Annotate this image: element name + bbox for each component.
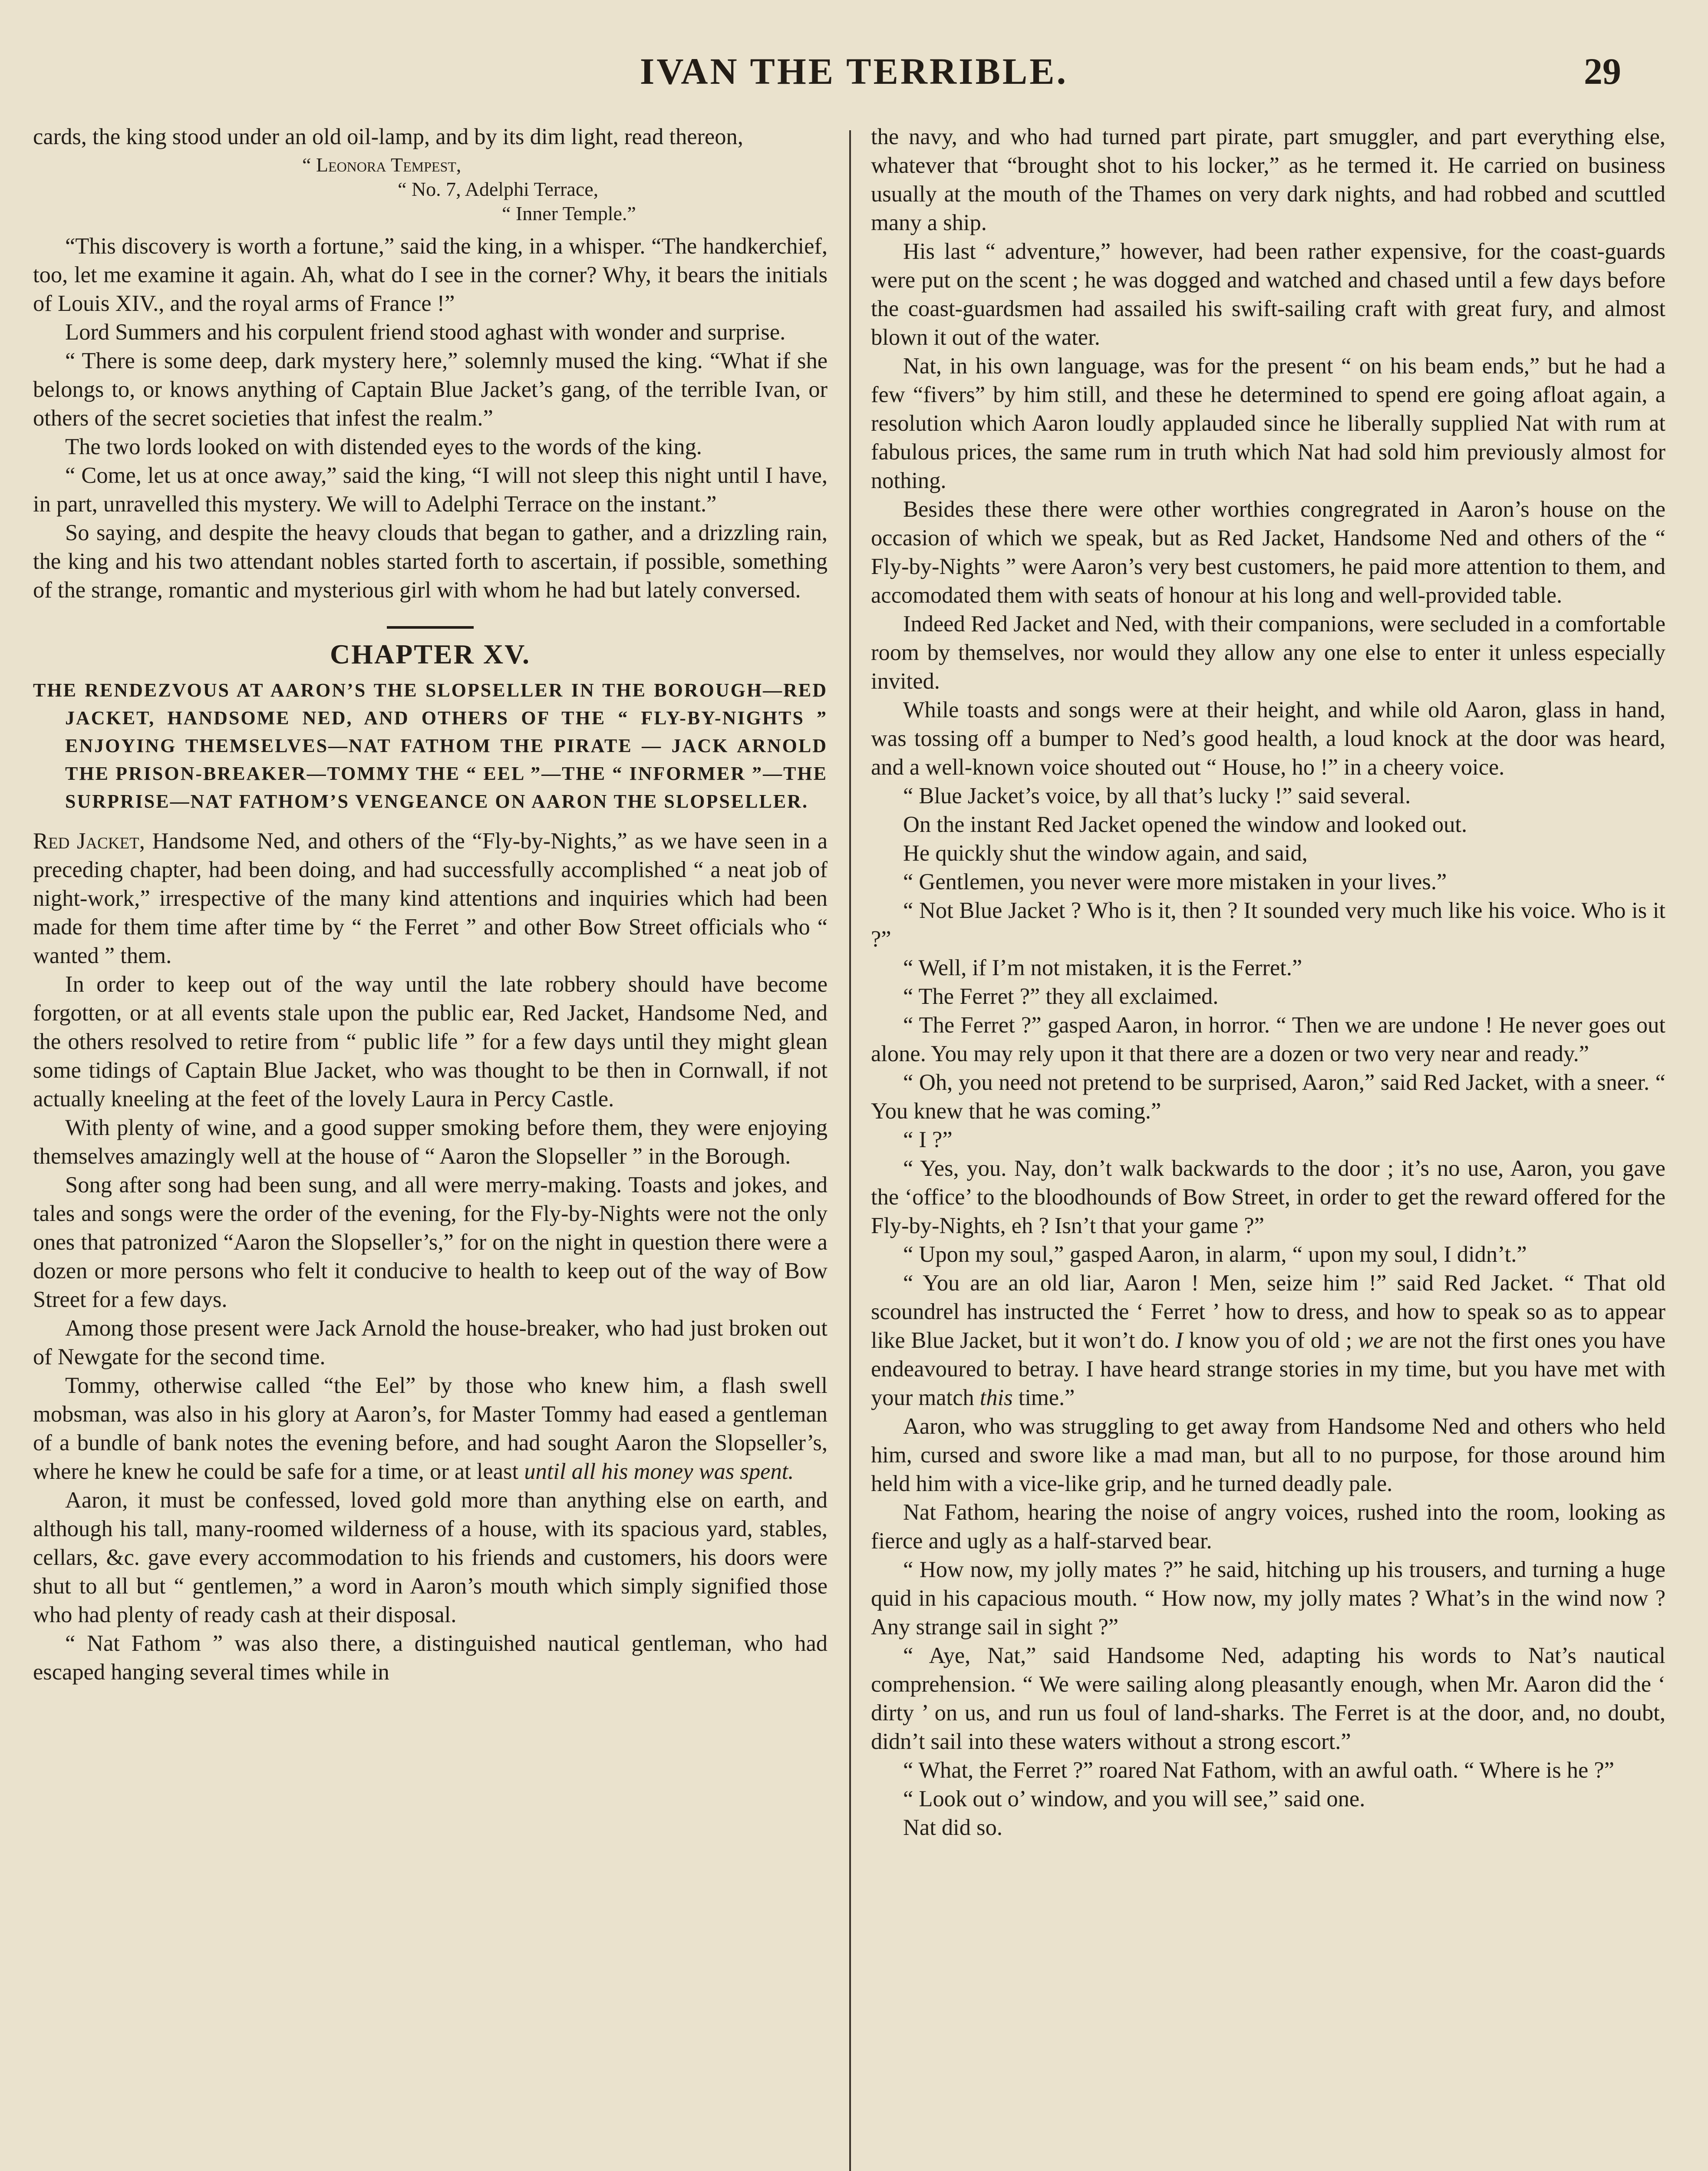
paragraph: Besides these there were other worthies congregrated in Aaron’s house on the occasion of which we speak, but as Red Jacket, Handsome Ned and others of the “ Fly-by-Nights ” were Aaron’s very best customers, he paid more attention to them, and accomodated them with seats of honour at his long and well-provided table. (871, 497, 1665, 608)
paragraph: Nat did so. (903, 1815, 1002, 1840)
paragraph: “ Come, let us at once away,” said the king, “I will not sleep this night until I have, in part, unravelled this mystery. We will to Adelphi Terrace on the instant.” (33, 463, 828, 517)
paragraph: Aaron, who was struggling to get away from Handsome Ned and others who held him, cursed and swore like a mad man, but all to no purpose, for those around him held him with a vice-like grip, and he turned deadly pale. (871, 1414, 1665, 1496)
paragraph: Nat, in his own language, was for the present “ on his beam ends,” but he had a few “fivers” by him still, and these he determined to spend ere going afloat again, a resolution which Aaron loudly applauded since he liberally supplied Nat with rum at fabulous prices, the same rum in truth which Nat had sold him previously almost for nothing. (871, 353, 1665, 493)
running-title: IVAN THE TERRIBLE. (640, 50, 1068, 92)
paragraph (33, 1371, 828, 1486)
left-column (33, 122, 828, 1686)
lead-words: Red Jacket, (33, 828, 145, 854)
paragraph: “ Aye, Nat,” said Handsome Ned, adapting his words to Nat’s nautical comprehension. “ We were sailing along pleasantly enough, when Mr. Aaron did the ‘ dirty ’ on us, and run us foul of land-sharks. The Ferret is at the door, and, no doubt, didn’t sail into these waters without a strong escort.” (871, 1643, 1665, 1754)
italic-text: I (1175, 1328, 1183, 1353)
paragraph: “ I ?” (903, 1127, 953, 1152)
italic-text: this (979, 1385, 1013, 1410)
paragraph: On the instant Red Jacket opened the window and looked out. (903, 812, 1467, 837)
paragraph: cards, the king stood under an old oil-lamp, and by its dim light, read thereon, (33, 124, 743, 149)
paragraph: Song after song had been sung, and all were merry-making. Toasts and jokes, and tales and songs were the order of the evening, for the Fly-by-Nights were not the only ones that patronized “Aaron the Slopseller’s,” for on the night in question there were a dozen or more persons who felt it conducive to health to keep out of the way of Bow Street for a few days. (33, 1172, 828, 1312)
card-address (33, 153, 828, 226)
paragraph: “ Yes, you. Nay, don’t walk backwards to the door ; it’s no use, Aaron, you gave the ‘office’ to the bloodhounds of Bow Street, in order to get the reward offered for the Fly-by-Nights, eh ? Isn’t that your game ?” (871, 1156, 1665, 1238)
paragraph (33, 827, 828, 970)
address-line: “ Leonora Tempest, (302, 154, 462, 176)
paragraph: “ Blue Jacket’s voice, by all that’s lucky !” said several. (903, 783, 1411, 808)
paragraph: “ Well, if I’m not mistaken, it is the Ferret.” (903, 955, 1302, 980)
paragraph: So saying, and despite the heavy clouds that began to gather, and a drizzling rain, the king and his two attendant nobles started forth to ascertain, if possible, something of the strange, romantic and mysterious girl with whom he had but lately conversed. (33, 520, 828, 603)
paragraph: Aaron, it must be confessed, loved gold more than anything else on earth, and although his tall, many-roomed wilderness of a house, with its spacious yard, stables, cellars, &c. gave every accommodation to his friends and customers, his doors were shut to all but “ gentlemen,” a word in Aaron’s mouth which simply signified those who had plenty of ready cash at their disposal. (33, 1488, 828, 1627)
paragraph: “ The Ferret ?” they all exclaimed. (903, 984, 1219, 1009)
paragraph-text: time.” (1012, 1385, 1075, 1410)
paragraph: “This discovery is worth a fortune,” said the king, in a whisper. “The handkerchief, too, let me examine it again. Ah, what do I see in the corner? Why, it bears the initials of Louis XIV., and the royal arms of France !” (33, 234, 828, 316)
paragraph: While toasts and songs were at their height, and while old Aaron, glass in hand, was tossing off a bumper to Ned’s good health, a loud knock at the door was heard, and a well-known voice shouted out “ House, ho !” in a cheery voice. (871, 697, 1665, 780)
paragraph: “ Gentlemen, you never were more mistaken in your lives.” (903, 869, 1447, 894)
paragraph: The two lords looked on with distended eyes to the words of the king. (65, 434, 702, 459)
paragraph-text: “ You are an old liar, Aaron ! Men, seize him !” said Red Jacket. “ That old scoundrel has instructed the ‘ Ferret ’ how to dress, and how to speak so as to appear like Blue Jacket, but it won’t do. (871, 1270, 1665, 1353)
paragraph: In order to keep out of the way until the late robbery should have become forgotten, or at all events stale upon the public ear, Red Jacket, Handsome Ned, and the others resolved to retire from “ public life ” for a few days until they might glean some tidings of Captain Blue Jacket, who was thought to be then in Cornwall, if not actually kneeling at the feet of the lovely Laura in Percy Castle. (33, 972, 828, 1112)
page-header (0, 42, 1708, 107)
paragraph: “ The Ferret ?” gasped Aaron, in horror. “ Then we are undone ! He never goes out alone. You may rely upon it that there are a dozen or two very near and ready.” (871, 1013, 1665, 1066)
paragraph: Nat Fathom, hearing the noise of angry voices, rushed into the room, looking as fierce and ugly as a half-starved bear. (871, 1500, 1665, 1554)
paragraph: “ How now, my jolly mates ?” he said, hitching up his trousers, and turning a huge quid in his capacious mouth. “ How now, my jolly mates ? What’s in the wind now ? Any strange sail in sight ?” (871, 1557, 1665, 1640)
paragraph: “ Not Blue Jacket ? Who is it, then ? It sounded very much like his voice. Who is it ?” (871, 898, 1665, 952)
column-divider (849, 130, 851, 2171)
paragraph-text: Tommy, otherwise called “the Eel” by those who knew him, a flash swell mobsman, was also in his glory at Aaron’s, for Master Tommy had eased a gentleman of a bundle of bank notes the evening before, and had sought Aaron the Slopseller’s, where he knew he could be safe for a time, or at least (33, 1373, 828, 1484)
paragraph-text: are not the first ones you have endeavoured to betray. I have heard strange stories in my time, but you have met with your match (871, 1328, 1665, 1410)
paragraph: “ Upon my soul,” gasped Aaron, in alarm, “ upon my soul, I didn’t.” (903, 1242, 1527, 1267)
address-line: “ Inner Temple.” (502, 202, 636, 224)
italic-text: we (1358, 1328, 1384, 1353)
paragraph-text: know you of old ; (1183, 1328, 1358, 1353)
address-line: “ No. 7, Adelphi Terrace, (398, 178, 599, 200)
paragraph: Among those present were Jack Arnold the house-breaker, who had just broken out of Newgate for the second time. (33, 1316, 828, 1369)
paragraph: “ Nat Fathom ” was also there, a distinguished nautical gentleman, who had escaped hanging several times while in (33, 1631, 828, 1685)
paragraph: His last “ adventure,” however, had been rather expensive, for the coast-guards were put on the scent ; he was dogged and watched and chased until a few days before the coast-guardsmen had assailed his swift-sailing craft with great fury, and almost blown it out of the water. (871, 239, 1665, 350)
chapter-heading: CHAPTER XV. (330, 639, 531, 670)
page-number: 29 (1584, 50, 1621, 92)
right-column (871, 122, 1665, 1842)
paragraph: Indeed Red Jacket and Ned, with their companions, were secluded in a comfortable room by themselves, nor would they allow any one else to enter it unless especially invited. (871, 611, 1665, 694)
paragraph: “ Look out o’ window, and you will see,” said one. (903, 1786, 1365, 1811)
italic-text: until all his money was spent. (524, 1459, 794, 1484)
paragraph-text: Handsome Ned, and others of the “Fly-by-Nights,” as we have seen in a preceding chapter, had been doing, and had successfully accomplished “ a neat job of night-work,” irrespective of the many kind attentions and inquiries which had been made for them time after time by “ the Ferret ” and other Bow Street officials who “ wanted ” them. (33, 828, 828, 968)
paragraph: “ What, the Ferret ?” roared Nat Fathom, with an awful oath. “ Where is he ?” (903, 1758, 1615, 1783)
paragraph: With plenty of wine, and a good supper smoking before them, they were enjoying themselves amazingly well at the house of “ Aaron the Slopseller ” in the Borough. (33, 1115, 828, 1169)
paragraph: “ Oh, you need not pretend to be surprised, Aaron,” said Red Jacket, with a sneer. “ You knew that he was coming.” (871, 1070, 1665, 1124)
paragraph (871, 1269, 1665, 1412)
paragraph: “ There is some deep, dark mystery here,” solemnly mused the king. “What if she belongs to, or knows anything of Captain Blue Jacket’s gang, of the terrible Ivan, or others of the secret societies that infest the realm.” (33, 348, 828, 431)
paragraph: Lord Summers and his corpulent friend stood aghast with wonder and surprise. (65, 320, 786, 345)
chapter-synopsis: THE RENDEZVOUS AT AARON’S THE SLOPSELLER IN THE BOROUGH—RED JACKET, HANDSOME NED, AND OTHERS OF THE “ FLY-BY-NIGHTS ” ENJOYING THEMSELVES—NAT FATHOM THE PIRATE — JACK ARNOLD THE PRISON-BREAKER—TOMMY THE “ EEL ”—THE “ INFORMER ”—THE SURPRISE—NAT FATHOM’S VENGEANCE ON AARON THE SLOPSELLER. (33, 680, 828, 812)
paragraph: the navy, and who had turned part pirate, part smuggler, and part everything else, whatever that “brought shot to his locker,” as he termed it. He carried on business usually at the mouth of the Thames on very dark nights, and had robbed and scuttled many a ship. (871, 124, 1665, 235)
section-rule (387, 626, 474, 629)
paragraph: He quickly shut the window again, and said, (903, 841, 1308, 866)
